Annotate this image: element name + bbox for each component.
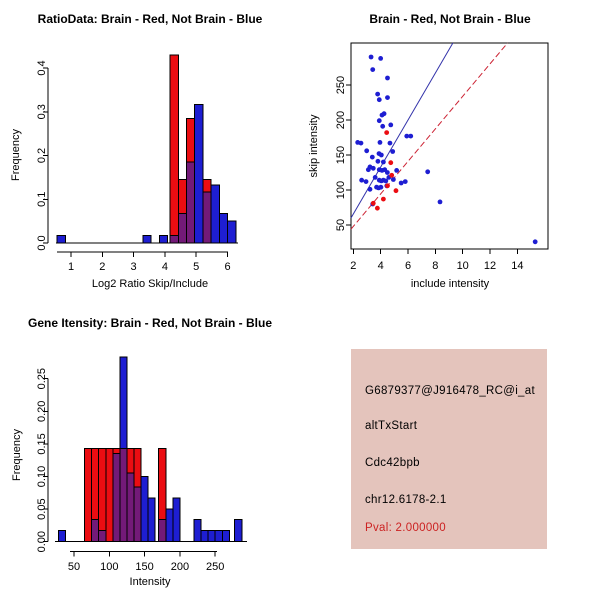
x-tick-label: 4 [161,261,168,273]
panel-gene-histogram [0,300,300,600]
histogram-bar [120,357,127,448]
data-point-blue [385,95,390,100]
panel-ratio-histogram [0,0,300,300]
x-tick-label: 8 [432,260,439,272]
histogram-bar [127,473,134,541]
y-tick-label: 0.1 [36,191,48,207]
x-tick-label: 6 [404,260,412,272]
histogram-bar [99,531,106,542]
histogram-bar [234,520,242,542]
data-point-red [385,183,390,188]
x-tick-label: 3 [130,261,137,273]
scatter-title: Brain - Red, Not Brain - Blue [369,12,531,26]
data-point-blue [377,118,382,123]
data-point-blue [391,177,396,182]
data-point-blue [399,181,404,186]
x-tick-label: 250 [206,561,225,573]
ratio-histogram-ylabel: Frequency [10,129,22,181]
y-tick-label: 0.00 [36,530,48,553]
y-tick-label: 150 [335,145,347,165]
histogram-bar [143,236,151,243]
data-point-red [381,197,386,202]
x-tick-label: 100 [100,561,119,573]
data-point-blue [390,149,395,154]
data-point-red [371,201,376,206]
data-point-blue [385,170,390,175]
histogram-bar [106,448,113,541]
x-tick-label: 12 [483,260,497,272]
plot-frame [351,43,548,249]
y-tick-label: 0.2 [36,147,48,164]
histogram-bar [186,118,194,162]
gene-histogram-xlabel: Intensity [129,576,171,588]
gene-info-box [351,349,547,549]
histogram-bar [134,448,141,486]
data-point-red [394,188,399,193]
data-point-blue [373,175,378,180]
data-point-red [375,206,380,211]
x-tick-label: 5 [193,261,200,273]
y-tick-label: 50 [335,218,347,232]
panel-intensity-scatter [300,0,600,300]
histogram-bar [203,192,211,243]
histogram-bar [215,531,222,542]
regression-line-not-brain-fit [351,43,453,218]
histogram-bar [186,162,194,243]
histogram-bar [92,448,99,519]
histogram-bar [203,180,211,192]
y-tick-label: 0.15 [36,433,48,455]
data-point-blue [371,166,376,171]
gene-name-text: Cdc42bpb [365,457,420,469]
data-point-blue [385,76,390,81]
histogram-bar [170,55,178,236]
histogram-bar [170,236,178,243]
data-point-red [389,173,394,178]
x-tick-label: 4 [377,260,384,272]
data-point-blue [425,169,430,174]
data-point-red [388,160,393,165]
x-tick-label: 150 [135,561,154,573]
x-tick-label: 2 [350,260,357,272]
histogram-bar [178,180,186,214]
x-tick-label: 10 [456,260,469,272]
histogram-bar [113,454,120,542]
y-tick-label: 0.0 [36,235,48,251]
histogram-bar [127,448,134,473]
y-tick-label: 0.20 [36,400,48,423]
histogram-bar [178,214,186,243]
histogram-bar [159,448,166,519]
ratio-histogram-title: RatioData: Brain - Red, Not Brain - Blue [37,12,263,26]
y-tick-label: 200 [335,110,347,130]
y-tick-label: 0.4 [36,60,48,76]
y-tick-label: 250 [335,75,347,95]
histogram-bar [219,214,227,243]
y-tick-label: 0.3 [36,104,48,120]
x-tick-label: 2 [99,261,106,273]
histogram-bar [120,448,127,541]
histogram-bar [194,520,201,542]
histogram-bar [58,531,65,542]
histogram-bar [99,448,106,530]
x-tick-label: 14 [511,260,524,272]
data-point-blue [359,178,364,183]
ratio-histogram-plot [0,0,300,300]
data-point-blue [379,185,384,190]
data-point-blue [369,55,374,60]
y-tick-label: 100 [335,180,347,200]
data-point-blue [366,167,371,172]
histogram-bar [113,448,120,453]
x-tick-label: 200 [170,561,190,573]
panel-gene-info [300,300,600,600]
data-point-blue [370,67,375,72]
data-point-blue [381,160,386,165]
event-type-text: altTxStart [365,420,418,432]
histogram-bar [228,221,236,243]
probe-id-text: G6879377@J916478_RC@i_at [365,385,535,397]
x-tick-label: 50 [67,561,81,573]
gene-histogram-title: Gene Itensity: Brain - Red, Not Brain - Blue [27,316,273,330]
y-tick-label: 0.05 [36,498,48,520]
histogram-bar [195,104,203,243]
histogram-bar [159,236,167,243]
data-point-blue [364,148,369,153]
y-tick-label: 0.10 [36,465,48,488]
histogram-bar [148,498,155,542]
histogram-bar [173,498,180,542]
data-point-blue [376,159,381,164]
histogram-bar [159,520,166,542]
gene-histogram-plot [0,300,300,600]
histogram-bar [211,185,219,243]
data-point-blue [380,124,385,129]
data-point-blue [375,92,380,97]
x-tick-label: 1 [67,261,75,273]
data-point-blue [394,168,399,173]
data-point-blue [388,141,393,146]
gene-histogram-ylabel: Frequency [11,429,23,481]
intensity-scatter-plot [300,0,600,300]
scatter-xlabel: include intensity [410,278,490,290]
histogram-bar [141,477,148,542]
locus-text: chr12.6178-2.1 [365,494,447,506]
histogram-bar [166,509,173,542]
data-point-blue [388,123,393,128]
x-tick-label: 6 [224,261,231,273]
histogram-bar [57,236,65,243]
histogram-bar [222,531,229,542]
data-point-blue [364,179,369,184]
y-tick-label: 0.25 [36,367,48,390]
pval-text: Pval: 2.000000 [365,522,446,534]
data-point-blue [370,155,375,160]
data-point-red [384,130,389,135]
data-point-blue [408,134,413,139]
histogram-bar [208,531,215,542]
histogram-bar [134,487,141,542]
data-point-blue [378,56,383,61]
data-point-blue [377,97,382,102]
histogram-bar [85,448,92,541]
data-point-blue [533,239,538,244]
data-point-blue [379,153,384,158]
data-point-blue [438,200,443,205]
data-point-blue [359,141,364,146]
data-point-blue [368,187,373,192]
data-point-blue [382,111,387,116]
histogram-bar [201,531,208,542]
histogram-bar [92,520,99,542]
data-point-blue [403,179,408,184]
ratio-histogram-xlabel: Log2 Ratio Skip/Include [91,278,209,290]
scatter-ylabel: skip intensity [308,114,320,178]
data-point-blue [378,140,383,145]
